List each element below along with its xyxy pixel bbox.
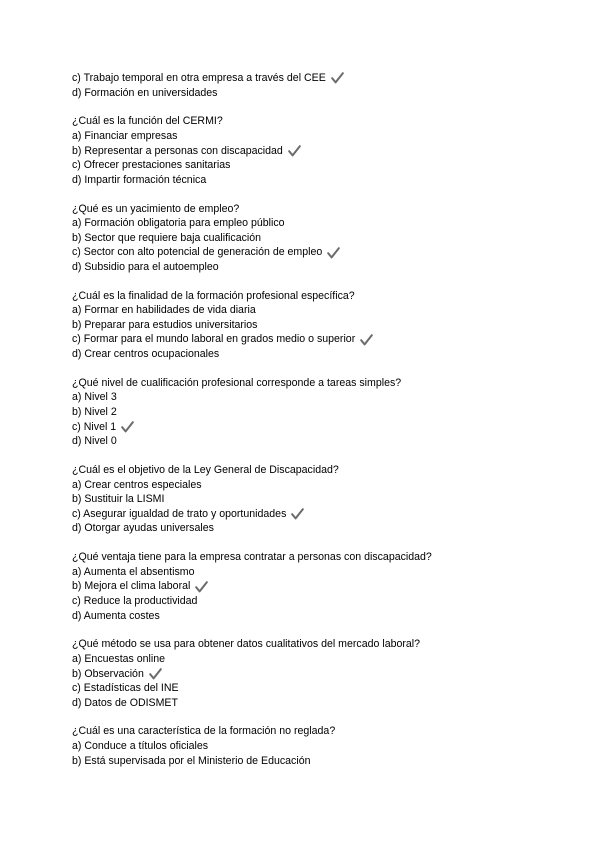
answer-option [72,390,552,405]
answer-option [72,144,552,159]
answer-option-text: d) Datos de ODISMET [72,696,178,709]
answer-option-text: b) Nivel 2 [72,406,117,419]
answer-option-text: d) Aumenta costes [72,609,160,622]
question-text [72,289,552,304]
document-page [72,71,552,782]
answer-option-text: a) Crear centros especiales [72,478,202,491]
question-text [72,637,552,652]
answer-option-text: d) Crear centros ocupacionales [72,348,220,361]
answer-option-text: c) Nivel 1 [72,420,117,433]
answer-option-text: c) Trabajo temporal en otra empresa a través del CEE [72,72,326,84]
answer-option [72,158,552,173]
question-label: ¿Cuál es la función del CERMI? [72,115,223,128]
answer-option-text: c) Sector con alto potencial de generación de empleo [72,246,323,259]
answer-option [72,652,552,667]
answer-option [72,478,552,493]
answer-option-text: a) Nivel 3 [72,391,117,404]
answer-option [72,681,552,696]
question-label: ¿Cuál es el objetivo de la Ley General de Discapacidad? [72,464,339,476]
check-mark-icon [288,145,301,157]
question-text [72,114,552,129]
answer-option [72,318,552,333]
answer-option-text: c) Estadísticas del INE [72,682,179,695]
check-mark-icon [327,247,340,259]
check-mark-icon [291,508,304,520]
answer-option-text: a) Financiar empresas [72,129,178,142]
answer-option-text: b) Mejora el clima laboral [72,580,191,593]
answer-option-text: a) Conduce a títulos oficiales [72,740,209,753]
question-block [72,202,552,275]
answer-option [72,420,552,435]
answer-option [72,347,552,362]
question-label: ¿Qué nivel de cualificación profesional corresponde a tareas simples? [72,376,402,389]
question-text [72,463,552,478]
answer-option [72,667,552,682]
question-block [72,114,552,187]
answer-option [72,86,552,101]
answer-option [72,739,552,754]
answer-option-text: a) Aumenta el absentismo [72,565,195,578]
answer-option-text: d) Otorgar ayudas universales [72,522,214,535]
answer-option [72,173,552,188]
question-block [72,376,552,449]
answer-option [72,231,552,246]
answer-option-text: d) Nivel 0 [72,435,117,448]
question-block [72,289,552,362]
answer-option-text: c) Ofrecer prestaciones sanitarias [72,159,231,172]
answer-option [72,609,552,624]
question-text [72,550,552,565]
answer-option-text: d) Formación en universidades [72,86,218,99]
question-label: ¿Cuál es una característica de la formación no reglada? [72,725,336,738]
question-block [72,463,552,536]
answer-option-text: b) Observación [72,667,144,680]
answer-option-text: d) Subsidio para el autoempleo [72,260,219,273]
check-mark-icon [360,334,373,346]
answer-option [72,696,552,711]
answer-option [72,565,552,580]
answer-option [72,594,552,609]
answer-option-text: d) Impartir formación técnica [72,173,207,186]
question-label: ¿Qué ventaja tiene para la empresa contratar a personas con discapacidad? [72,551,432,564]
question-label: ¿Qué método se usa para obtener datos cualitativos del mercado laboral? [72,638,421,651]
question-block [72,724,552,768]
check-mark-icon [331,72,344,84]
answer-option-text: a) Formar en habilidades de vida diaria [72,304,256,317]
question-block [72,637,552,710]
answer-option-text: b) Sector que requiere baja cualificación [72,231,262,244]
question-label: ¿Qué es un yacimiento de empleo? [72,202,240,215]
answer-option-text: b) Está supervisada por el Ministerio de Educación [72,754,311,767]
answer-option [72,71,552,86]
answer-option-text: c) Reduce la productividad [72,594,198,607]
check-mark-icon [149,668,162,680]
answer-option [72,754,552,769]
answer-option [72,129,552,144]
answer-option [72,521,552,536]
check-mark-icon [121,421,134,433]
question-block [72,71,552,100]
question-text [72,376,552,391]
question-label: ¿Cuál es la finalidad de la formación profesional específica? [72,289,355,302]
answer-option [72,507,552,522]
answer-option-text: c) Asegurar igualdad de trato y oportunidades [72,507,287,520]
answer-option-text: b) Sustituir la LISMI [72,493,165,506]
answer-option [72,216,552,231]
answer-option-text: c) Formar para el mundo laboral en grados medio o superior [72,333,356,346]
answer-option [72,405,552,420]
question-block [72,550,552,623]
answer-option-text: a) Formación obligatoria para empleo público [72,217,285,230]
answer-option [72,303,552,318]
answer-option [72,245,552,260]
answer-option-text: a) Encuestas online [72,652,166,665]
answer-option [72,492,552,507]
answer-option [72,579,552,594]
answer-option [72,332,552,347]
answer-option-text: b) Preparar para estudios universitarios [72,318,258,331]
answer-option [72,434,552,449]
question-text [72,724,552,739]
answer-option [72,260,552,275]
answer-option-text: b) Representar a personas con discapacidad [72,144,283,157]
question-text [72,202,552,217]
check-mark-icon [195,581,208,593]
